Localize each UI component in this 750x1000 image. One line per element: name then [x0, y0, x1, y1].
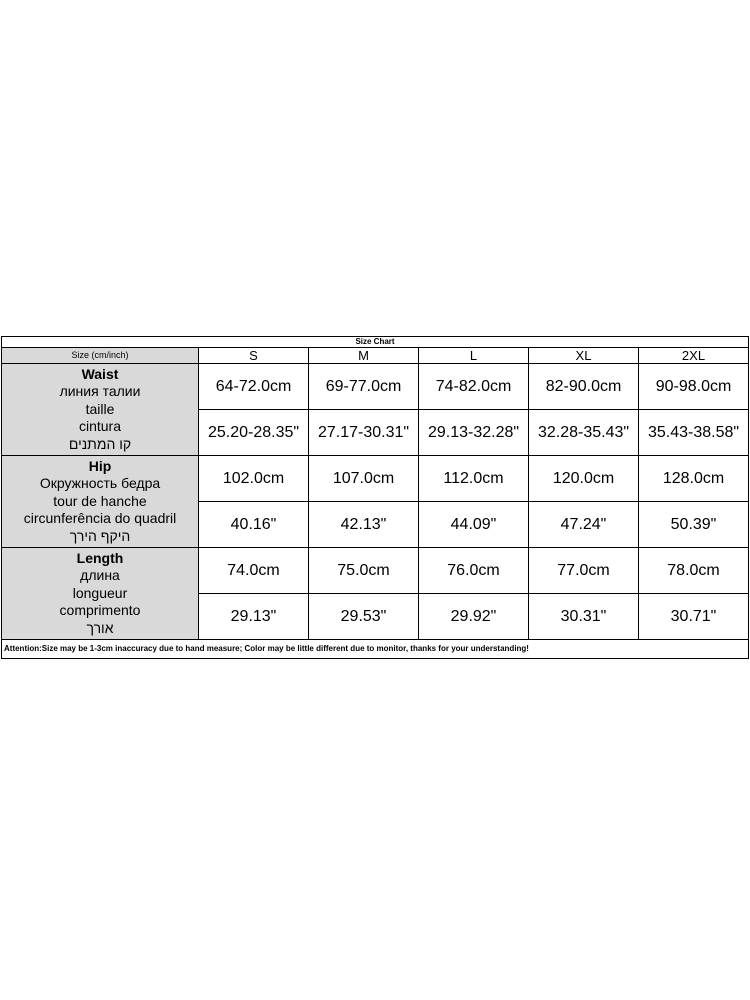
value-cell: 30.31": [529, 594, 639, 640]
size-chart: [1, 336, 748, 659]
value-cell: 75.0cm: [309, 548, 419, 594]
value-cell: 128.0cm: [639, 456, 749, 502]
measure-name: Length: [76, 549, 124, 566]
size-unit-label: Size (cm/inch): [2, 348, 199, 364]
value-cell: 29.13-32.28": [419, 410, 529, 456]
translation: длина: [80, 567, 120, 584]
value-cell: 25.20-28.35": [199, 410, 309, 456]
translation: היקף הירך: [69, 527, 131, 544]
size-header-s: S: [199, 348, 309, 364]
value-cell: 112.0cm: [419, 456, 529, 502]
value-cell: 44.09": [419, 502, 529, 548]
translation: cintura: [78, 418, 122, 435]
value-cell: 82-90.0cm: [529, 364, 639, 410]
hip-cm-row: [2, 456, 749, 502]
value-cell: 102.0cm: [199, 456, 309, 502]
value-cell: 35.43-38.58": [639, 410, 749, 456]
value-cell: 50.39": [639, 502, 749, 548]
translation: taille: [85, 400, 115, 417]
length-label: [2, 548, 199, 640]
size-chart-table: [1, 336, 749, 659]
translation: אורך: [86, 619, 114, 636]
value-cell: 76.0cm: [419, 548, 529, 594]
translation: comprimento: [59, 602, 141, 619]
waist-label: [2, 364, 199, 456]
size-header-l: L: [419, 348, 529, 364]
hip-label: [2, 456, 199, 548]
chart-title: Size Chart: [2, 337, 749, 348]
value-cell: 74-82.0cm: [419, 364, 529, 410]
value-cell: 40.16": [199, 502, 309, 548]
translation: circunferência do quadril: [23, 510, 177, 527]
value-cell: 29.92": [419, 594, 529, 640]
value-cell: 77.0cm: [529, 548, 639, 594]
value-cell: 120.0cm: [529, 456, 639, 502]
value-cell: 32.28-35.43": [529, 410, 639, 456]
header-row: [2, 348, 749, 364]
value-cell: 42.13": [309, 502, 419, 548]
measure-name: Waist: [81, 365, 119, 382]
size-header-xl: XL: [529, 348, 639, 364]
translation: линия талии: [59, 383, 141, 400]
value-cell: 47.24": [529, 502, 639, 548]
value-cell: 29.13": [199, 594, 309, 640]
value-cell: 64-72.0cm: [199, 364, 309, 410]
value-cell: 90-98.0cm: [639, 364, 749, 410]
value-cell: 30.71": [639, 594, 749, 640]
length-cm-row: [2, 548, 749, 594]
value-cell: 107.0cm: [309, 456, 419, 502]
translation: tour de hanche: [53, 492, 147, 509]
value-cell: 27.17-30.31": [309, 410, 419, 456]
size-header-2xl: 2XL: [639, 348, 749, 364]
translation: Окружность бедра: [39, 475, 161, 492]
measure-name: Hip: [88, 457, 112, 474]
value-cell: 78.0cm: [639, 548, 749, 594]
waist-cm-row: [2, 364, 749, 410]
value-cell: 69-77.0cm: [309, 364, 419, 410]
value-cell: 29.53": [309, 594, 419, 640]
attention-note: Attention:Size may be 1-3cm inaccuracy due to hand measure; Color may be little different due to monitor, thanks for your understanding!: [2, 640, 749, 659]
size-header-m: M: [309, 348, 419, 364]
translation: longueur: [72, 584, 128, 601]
value-cell: 74.0cm: [199, 548, 309, 594]
translation: קו המתנים: [68, 435, 132, 452]
